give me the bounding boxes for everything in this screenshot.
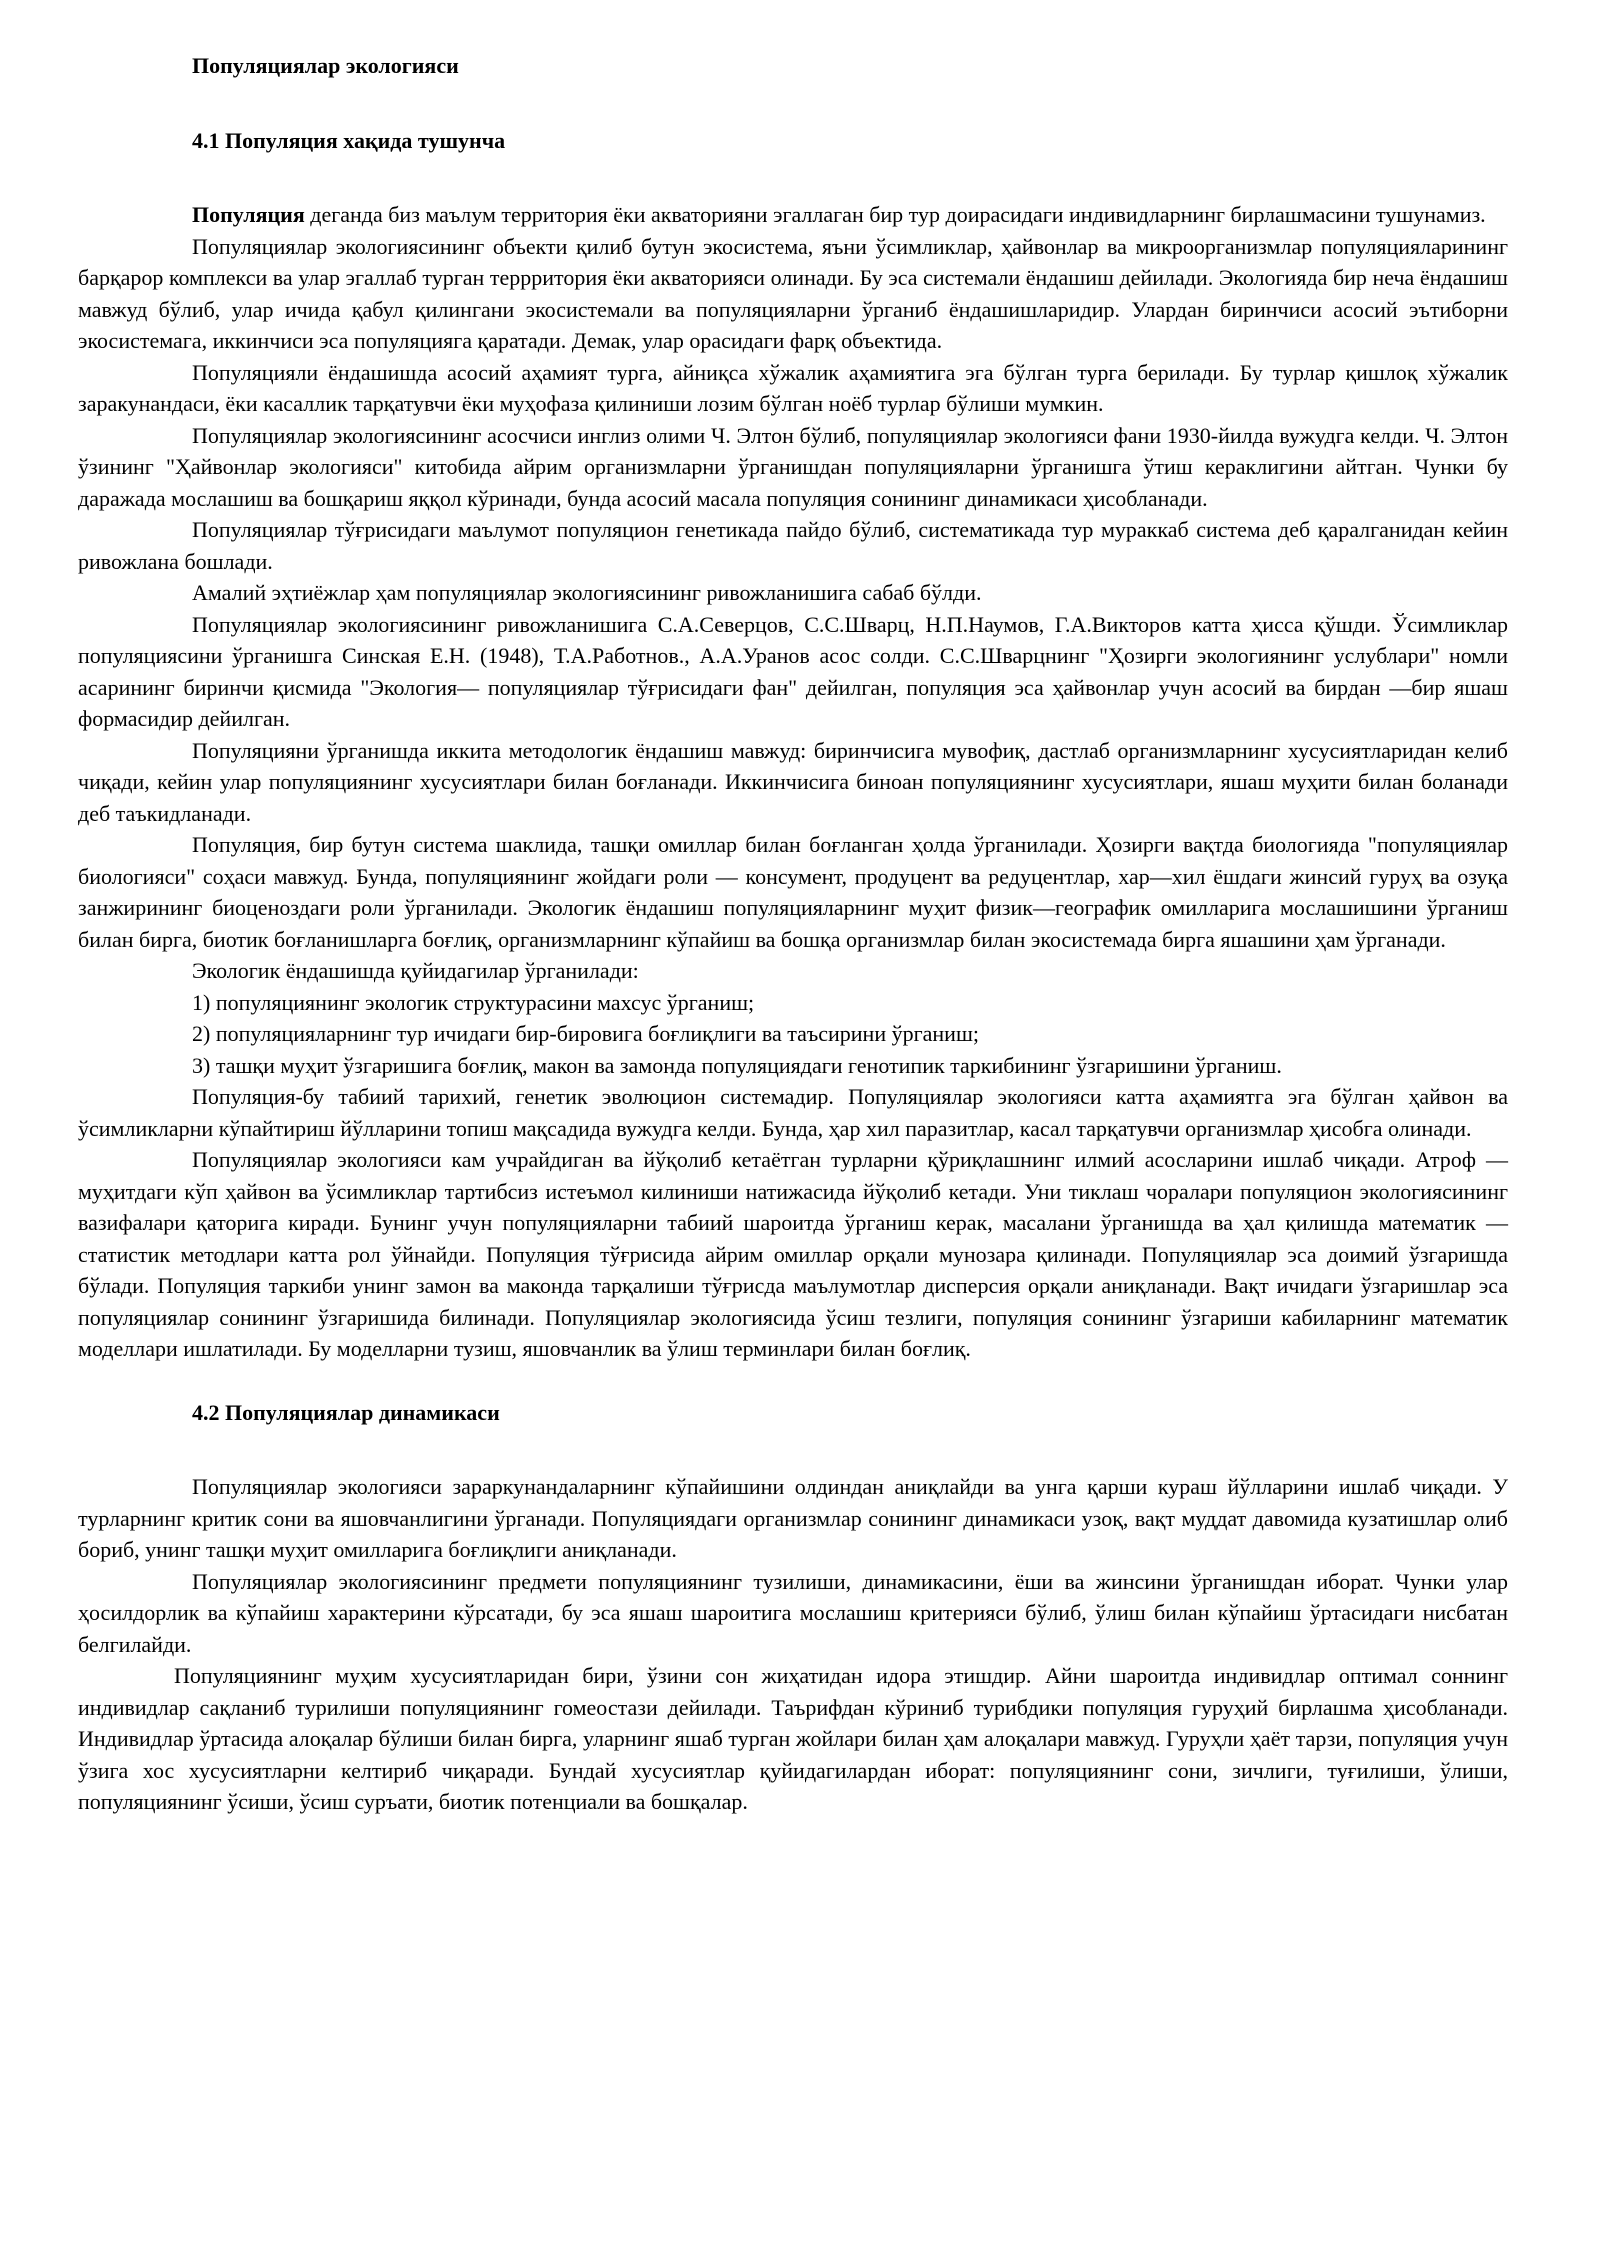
document-page bbox=[78, 50, 1508, 1818]
list-item: 1) популяциянинг экологик структурасини махсус ўрганиш; bbox=[192, 989, 755, 1015]
paragraph: Популяцияли ёндашишда асосий аҳамият турга, айниқса хўжалик аҳамиятига эга бўлган турга берилади. Бу турлар қишлоқ хўжалик заракунандаси, ёки касаллик тарқатувчи ёки муҳофаза қилиниши лозим бўлган ноёб турлар бўлиши мумкин. bbox=[78, 359, 1508, 416]
paragraph: Экологик ёндашишда қуйидагилар ўрганилади: bbox=[192, 958, 639, 983]
bold-term: Популяция bbox=[192, 202, 305, 227]
list-item: 3) ташқи муҳит ўзгаришига боғлиқ, макон ва замонда популяциядаги генотипик таркибининг ўзгаришини ўрганиш. bbox=[192, 1052, 1282, 1078]
definition-text: деганда биз маълум территория ёки акваторияни эгаллаган бир тур доирасидаги индивидларнинг бирлашмасини тушунамиз. bbox=[304, 202, 1486, 227]
paragraph: Популяциялар экологияси зараркунандаларнинг кўпайишини олдиндан аниқлайди ва унга қарши кураш йўлларини ишлаб чиқади. У турларнинг критик сони ва яшовчанлигини ўрганади. Популяциядаги организмлар сонининг динамикаси узоқ, вақт муддат давомида кузатишлар олиб бориб, унинг ташқи муҳит омилларига боғлиқлиги аниқланади. bbox=[78, 1474, 1508, 1562]
section-heading-4-1: 4.1 Популяция хақида тушунча bbox=[192, 127, 506, 153]
paragraph: Популяциялар экологиясининг объекти қилиб бутун экосистема, яъни ўсимликлар, ҳайвонлар ва микроорганизмлар популяцияларининг барқарор комплекси ва улар эгаллаб турган террритория ёки акваторияси олинади. Бу эса системали ёндашиш дейилади. Экологияда бир неча ёндашиш мавжуд бўлиб, улар ичида қабул қилингани экосистемали ва популяцияларни ўрганиб ёндашишларидир. Улардан биринчиси асосий эътиборни экосистемага, иккинчиси эса популяцияга қаратади. Демак, улар орасидаги фарқ объектида. bbox=[78, 233, 1508, 353]
paragraph: Популяциялар экологиясининг асосчиси инглиз олими Ч. Элтон бўлиб, популяциялар экологияси фани 1930-йилда вужудга келди. Ч. Элтон ўзининг "Ҳайвонлар экологияси" китобида айрим организмларни ўрганишдан популяцияларни ўрганишга ўтиш кераклигини айтган. Чунки бу даражада мослашиш ва бошқариш яққол кўринади, бунда асосий масала популяция сонининг динамикаси ҳисобланади. bbox=[78, 422, 1508, 511]
paragraph: Популяциянинг муҳим хусусиятларидан бири, ўзини сон жиҳатидан идора этишдир. Айни шароитда индивидлар оптимал соннинг индивидлар сақланиб турилиши популяциянинг гомеостази дейилади. Таърифдан кўриниб турибдики популяция гуруҳий бирлашма ҳисобланади. Индивидлар ўртасида алоқалар бўлиши билан бирга, уларнинг яшаб турган жойлари билан ҳам алоқалари мавжуд. Гуруҳли ҳаёт тарзи, популяция учун ўзига хос хусусиятларни келтириб чиқаради. Бундай хусусиятлар қуйидагилардан иборат: популяциянинг сони, зичлиги, туғилиши, ўлиши, популяциянинг ўсиши, ўсиш суръати, биотик потенциали ва бошқалар. bbox=[78, 1663, 1508, 1814]
section-heading-4-2: 4.2 Популяциялар динамикаси bbox=[192, 1399, 500, 1425]
paragraph: Популяция, бир бутун система шаклида, ташқи омиллар билан боғланган ҳолда ўрганилади. Ҳозирги вақтда биологияда "популяциялар биологияси" соҳаси мавжуд. Бунда, популяциянинг жойдаги роли — консумент, продуцент ва редуцентлар, хар—хил ёшдаги жинсий гуруҳ ва озуқа занжирининг биоценоздаги роли ўрганилади. Экологик ёндашиш популяцияларнинг муҳит физик—географик омилларига мослашишини ўрганиш билан бирга, биотик боғланишларга боғлиқ, организмларнинг кўпайиш ва бошқа организмлар билан экосистемада бирга яшашини ҳам ўрганади. bbox=[78, 832, 1508, 952]
paragraph: Популяция-бу табиий тарихий, генетик эволюцион системадир. Популяциялар экологияси катта аҳамиятга эга бўлган ҳайвон ва ўсимликларни кўпайтириш йўлларини топиш мақсадида вужудга келди. Бунда, ҳар хил паразитлар, касал тарқатувчи организмлар ҳисобга олинади. bbox=[78, 1084, 1508, 1141]
paragraph: Популяциялар экологиясининг ривожланишига С.А.Северцов, С.С.Шварц, Н.П.Наумов, Г.А.Викторов катта ҳисса қўшди. Ўсимликлар популяциясини ўрганишга Синская Е.Н. (1948), Т.А.Работнов., А.А.Уранов асос солди. С.С.Шварцнинг "Ҳозирги экологиянинг услублари" номли асарининг биринчи қисмида "Экология— популяциялар тўғрисидаги фан" дейилган, популяция эса ҳайвонлар учун асосий ва бирдан —бир яшаш формасидир дейилган. bbox=[78, 611, 1508, 731]
paragraph: Популяцияни ўрганишда иккита методологик ёндашиш мавжуд: биринчисига мувофиқ, дастлаб организмларнинг хусусиятларидан келиб чиқади, кейин улар популяциянинг хусусиятлари билан боғланади. Иккинчисига биноан популяциянинг хусусиятлари, яшаш муҳити билан боланади деб таъкидланади. bbox=[78, 737, 1508, 826]
paragraph: Популяциялар экологияси кам учрайдиган ва йўқолиб кетаётган турларни қўриқлашнинг илмий асосларини ишлаб чиқади. Атроф — муҳитдаги кўп ҳайвон ва ўсимликлар тартибсиз истеъмол килиниши натижасида йўқолиб кетади. Уни тиклаш чоралари популяцион экологиясининг вазифалари қаторига киради. Бунинг учун популяцияларни табиий шароитда ўрганиш керак, масалани ўрганишда ва ҳал қилишда математик — статистик методлари катта рол ўйнайди. Популяция тўғрисида айрим омиллар орқали мунозара қилинади. Популяциялар эса доимий ўзгаришда бўлади. Популяция таркиби унинг замон ва маконда тарқалиши тўғрисда маълумотлар дисперсия орқали аниқланади. Вақт ичидаги ўзгаришлар эса популяциялар сонининг ўзгаришида билинади. Популяциялар экологиясида ўсиш тезлиги, популяция сонининг ўзгариши кабиларнинг математик моделлари ишлатилади. Бу моделларни тузиш, яшовчанлик ва ўлиш терминлари билан боғлиқ. bbox=[78, 1147, 1508, 1361]
document-title: Популяциялар экологияси bbox=[192, 53, 459, 78]
paragraph-definition bbox=[78, 199, 1508, 231]
paragraph: Амалий эҳтиёжлар ҳам популяциялар экологиясининг ривожланишига сабаб бўлди. bbox=[192, 580, 982, 605]
list-item: 2) популяцияларнинг тур ичидаги бир-бировига боғлиқлиги ва таъсирини ўрганиш; bbox=[192, 1021, 979, 1046]
paragraph: Популяциялар тўғрисидаги маълумот популяцион генетикада пайдо бўлиб, систематикада тур мураккаб система деб қаралганидан кейин ривожлана бошлади. bbox=[78, 517, 1508, 574]
paragraph: Популяциялар экологиясининг предмети популяциянинг тузилиши, динамикасини, ёши ва жинсини ўрганишдан иборат. Чунки улар ҳосилдорлик ва кўпайиш характерини кўрсатади, бу эса яшаш шароитига мослашиш критерияси бўлиб, ўлиш билан кўпайиш ўртасидаги нисбатан белгилайди. bbox=[78, 1568, 1508, 1657]
